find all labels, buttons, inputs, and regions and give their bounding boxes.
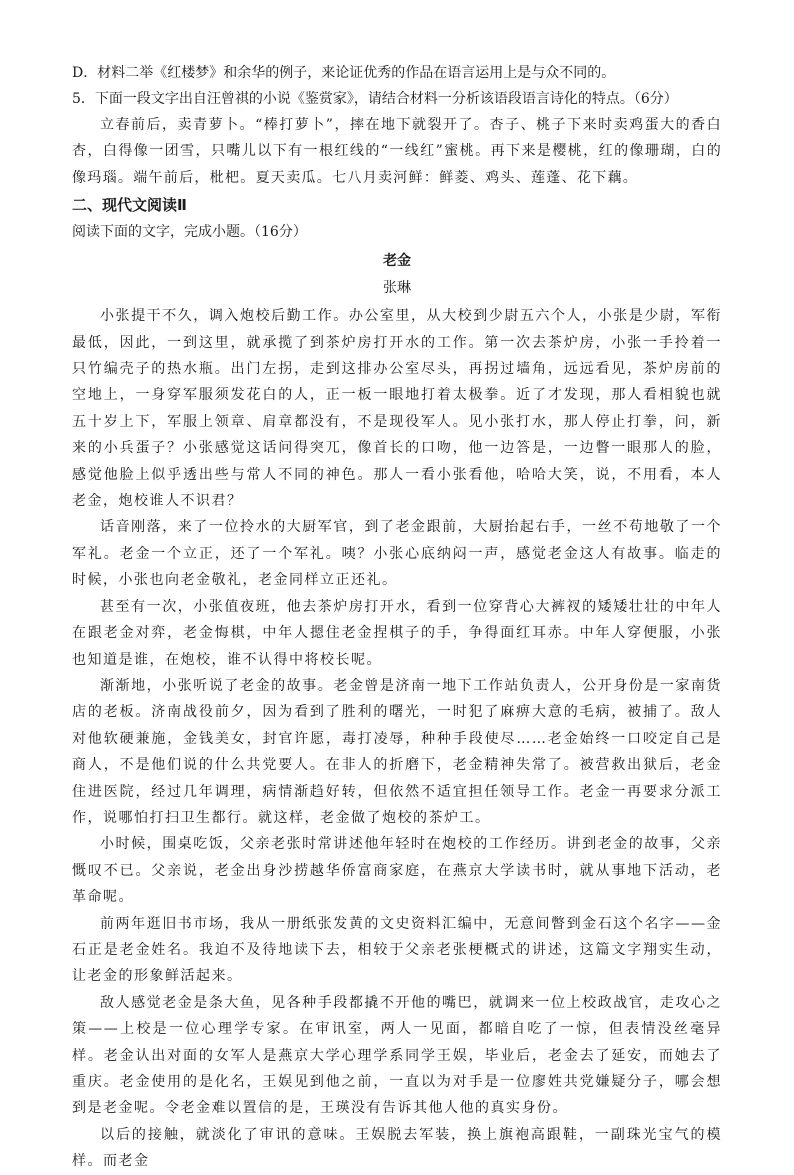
- story-paragraph: 甚至有一次，小张值夜班，他去茶炉房打开水，看到一位穿背心大裤衩的矮矮壮壮的中年人在跟老金对弈，老金悔棋，中年人摁住老金捏棋子的手，争得面红耳赤。中年人穿便服，小张也知道是谁，在炮校，谁不认得中将校长呢。: [72, 598, 722, 668]
- story-paragraph: 敌人感觉老金是条大鱼，见各种手段都撬不开他的嘴巴，就调来一位上校政战官，走攻心之策——上校是一位心理学专家。在审讯室，两人一见面，都暗自吃了一惊，但表情没丝毫异样。老金认出对面的女军人是燕京大学心理学系同学王娱，毕业后，老金去了延安，而她去了重庆。老金使用的是化名，王娱见到他之前，一直以为对手是一位廖姓共党嫌疑分子，哪会想到是老金呢。令老金难以置信的是，王瑛没有告诉其他人他的真实身份。: [72, 994, 722, 1117]
- story-paragraph: 前两年逛旧书市场，我从一册纸张发黄的文史资料汇编中，无意间瞥到金石这个名字——金石正是老金姓名。我迫不及待地读下去，相较于父亲老张梗概式的讲述，这篇文字翔实生动，让老金的形象鲜活起来。: [72, 915, 722, 985]
- question-5-passage: 立春前后，卖青萝卜。“棒打萝卜”，摔在地下就裂开了。杏子、桃子下来时卖鸡蛋大的香白杏，白得像一团雪，只嘴儿以下有一根红线的“一线红”蜜桃。再下来是樱桃，红的像珊瑚，白的像玛瑙。端午前后，枇杷。夏天卖瓜。七八月卖河鲜：鲜菱、鸡头、莲蓬、花下藕。: [72, 117, 722, 186]
- question-option-d: D．材料二举《红楼梦》和余华的例子，来论证优秀的作品在语言运用上是与众不同的。: [72, 65, 616, 81]
- section-heading: 二、现代文阅读Ⅱ: [72, 196, 187, 215]
- story-author: 张琳: [383, 280, 411, 297]
- story-paragraph: 小时候，围桌吃饭，父亲老张时常讲述他年轻时在炮校的工作经历。讲到老金的故事，父亲慨叹不已。父亲说，老金出身沙捞越华侨富商家庭，在燕京大学读书时，就从事地下活动，老革命呢。: [72, 836, 722, 906]
- document-page: [72, 60, 722, 1175]
- story-paragraph: 渐渐地，小张听说了老金的故事。老金曾是济南一地下工作站负责人，公开身份是一家南货店的老板。济南战役前夕，因为看到了胜利的曙光，一时犯了麻痹大意的毛病，被捕了。敌人对他软硬兼施，金钱美女，封官许愿，毒打凌辱，种种手段使尽……老金始终一口咬定自己是商人，不是他们说的什么共党要人。在非人的折磨下，老金精神失常了。被营救出狱后，老金住进医院，经过几年调理，病情渐趋好转，但依然不适宜担任领导工作。老金一再要求分派工作，说哪怕打扫卫生都行。就这样，老金做了炮校的茶炉工。: [72, 677, 722, 826]
- question-5: 5．下面一段文字出自汪曾祺的小说《鉴赏家》，请结合材料一分析该语段语言诗化的特点。（6分）: [72, 91, 678, 107]
- story-title: 老金: [383, 253, 411, 270]
- story-paragraph: 小张提干不久，调入炮校后勤工作。办公室里，从大校到少尉五六个人，小张是少尉，军衔最低，因此，一到这里，就承揽了到茶炉房打开水的工作。第一次去茶炉房，小张一手拎着一只竹编壳子的热水瓶。出门左拐，走到这排办公室尽头，再拐过墙角，远远看见，茶炉房前的空地上，一身穿军服须发花白的人，正一板一眼地打着太极拳。近了才发现，那人看相貌也就五十岁上下，军服上领章、肩章都没有，不是现役军人。见小张打水，那人停止打拳，问，新来的小兵蛋子？小张感觉这话问得突兀，像首长的口吻，他一边答是，一边瞥一眼那人的脸，感觉他脸上似乎透出些与常人不同的神色。那人一看小张看他，哈哈大笑，说，不用看，本人老金，炮校谁人不识君？: [72, 308, 722, 510]
- story-paragraph: 以后的接触，就淡化了审讯的意味。王娱脱去军装，换上旗袍高跟鞋，一副珠光宝气的模样。而老金: [72, 1126, 722, 1170]
- story-paragraph: 话音刚落，来了一位拎水的大厨军官，到了老金跟前，大厨抬起右手，一丝不苟地敬了一个军礼。老金一个立正，还了一个军礼。咦？小张心底纳闷一声，感觉老金这人有故事。临走的时候，小张也向老金敬礼，老金同样立正还礼。: [72, 519, 722, 589]
- reading-instruction: 阅读下面的文字，完成小题。（16分）: [72, 224, 307, 241]
